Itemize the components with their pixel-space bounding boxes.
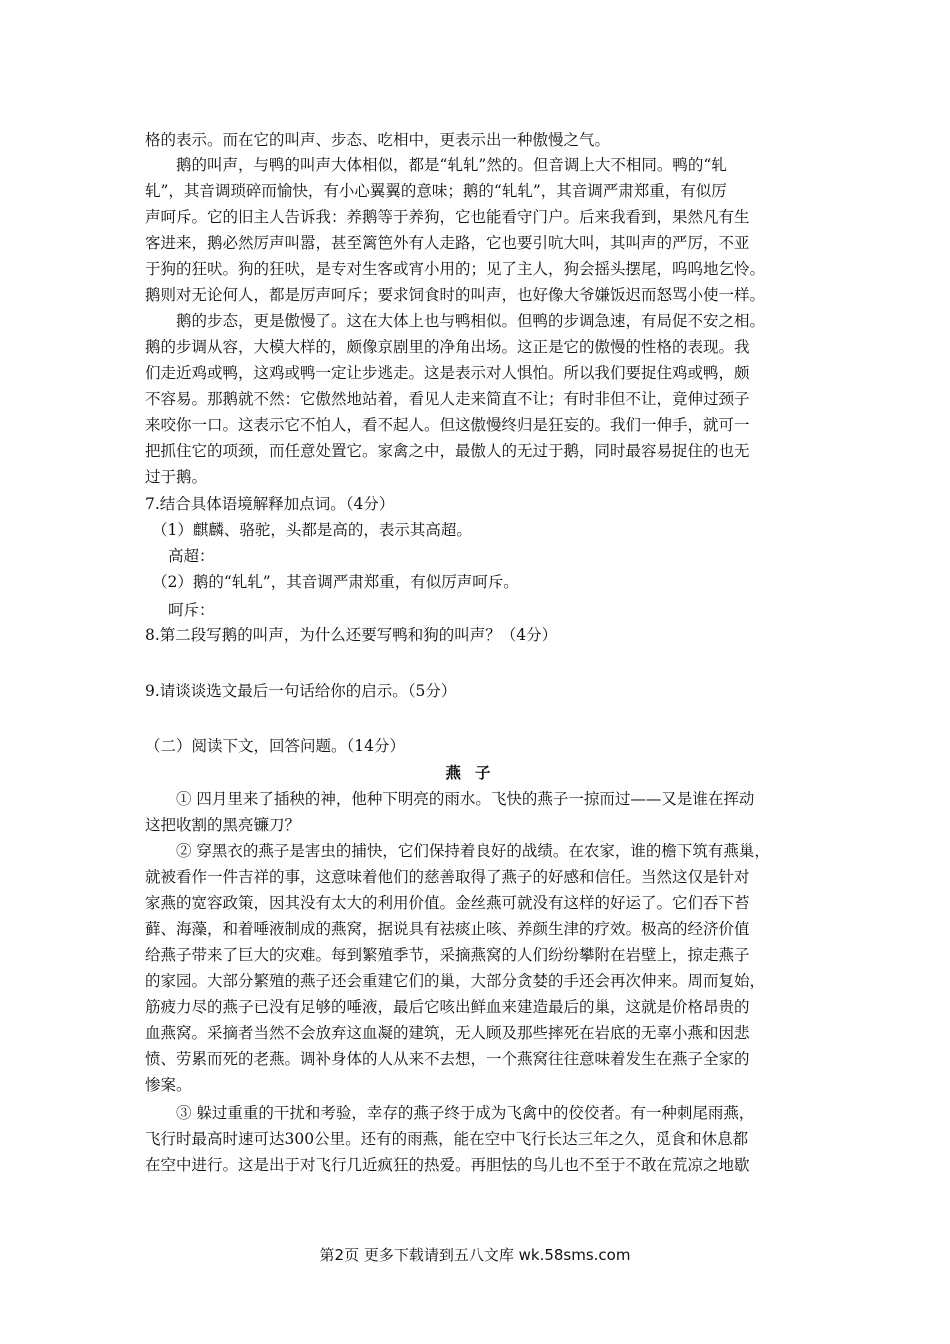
answer-label-gaochao: 高超： [168,547,215,565]
passage1-line: 鹅则对无论何人，都是厉声呵斥；要求饲食时的叫声，也好像大爷嫌饭迟而怒骂小使一样。 [145,286,766,304]
article-line: 藓、海藻，和着唾液制成的燕窝，据说具有祛痰止咳、养颜生津的疗效。极高的经济价值 [145,920,750,938]
question-7-2-text: （2）鹅的“轧轧”，其音调严肃郑重，有似厉声 [152,573,473,591]
article-line: 给燕子带来了巨大的灾难。每到繁殖季节，采摘燕窝的人们纷纷攀附在岩壁上，掠走燕子 [145,946,750,964]
passage1-line: 过于鹅。 [145,468,208,486]
passage1-line: 鹅的叫声，与鸭的叫声大体相似，都是“轧轧”然的。但音调上大不相同。鸭的“轧 [176,156,727,174]
passage1-line: 们走近鸡或鸭，这鸡或鸭一定让步逃走。这是表示对人惧怕。所以我们要捉住鸡或鸭，颇 [145,364,750,382]
section2-heading: （二）阅读下文，回答问题。（14分） [145,737,405,755]
article-line: 惨案。 [145,1076,192,1094]
passage1-line: 声呵斥。它的旧主人告诉我：养鹅等于养狗，它也能看守门户。后来我看到，果然凡有生 [145,208,750,226]
article-line: 这把收割的黑亮镰刀？ [145,816,301,834]
dotted-char: 超 [440,521,457,539]
article-text: 的家园。大部分繁殖的燕子还会重建它们的巢，大部分贪婪的手 [145,972,580,990]
passage1-line: 轧”，其音调琐碎而愉快，有小心翼翼的意味；鹅的“轧轧”，其音调严肃郑重，有似厉 [145,182,727,200]
passage1-line: 客进来，鹅必然厉声叫嚣，甚至篱笆外有人走路，它也要引吭大叫，其叫声的严厉，不亚 [145,234,750,252]
page-footer: 第2页 更多下载请到五八文库 wk.58sms.com [319,1246,631,1264]
dotted-char: 然 [269,1024,285,1042]
question-7-1-end: 。 [456,521,472,539]
article-line: 家燕的宽容政策，因其没有太大的利用价值。金丝燕可就没有这样的好运了。它们吞下苔 [145,894,750,912]
passage1-line: 把抓住它的项颈，而任意处置它。家禽之中，最傲人的无过于鹅，同时最容易捉住的也无 [145,442,750,460]
article-line [145,1049,815,1069]
dotted-char: 呵 [472,573,488,591]
article-text: 血燕窝。采摘者 [145,1024,254,1042]
article-text: 愤、劳累而死的老燕。调补身体的人 [145,1050,394,1068]
dotted-char: 高 [425,521,441,539]
passage1-line: 鹅的步调从容，大模大样的，颇像京剧里的净角出场。这正是它的傲慢的性格的表现。我 [145,338,750,356]
article-line: 在空中进行。这是出于对飞行几近疯狂的热爱。再胆怯的鸟儿也不至于不敢在荒凉之地歇 [145,1156,750,1174]
question-7-2-end: 。 [503,573,519,591]
article-line: ③ 躲过重重的干扰和考验，幸存的燕子终于成为飞禽中的佼佼者。有一种刺尾雨燕， [176,1104,755,1122]
article-text: 不去想，一个燕窝往往意味着发生在燕子全家的 [424,1050,750,1068]
article-line: 筋疲力尽的燕子已没有足够的唾液，最后它咳出鲜血来建造最后的巢，这就是价格昂贵的 [145,998,750,1016]
question-7-1 [152,520,822,540]
article-line [145,1023,815,1043]
dotted-char: 斥 [487,573,504,591]
question-9: 9.请谈谈选文最后一句话给你的启示。（5分） [145,682,457,700]
question-7: 7.结合具体语境解释加点词。（4分） [145,495,395,513]
article-text: 不会放弃这血凝的建筑，无人顾及那些摔死在岩底的无辜小燕和因悲 [284,1024,750,1042]
answer-label-hechi: 呵斥： [168,601,215,619]
question-8: 8.第二段写鹅的叫声，为什么还要写鸭和狗的叫声？（4分） [145,626,558,644]
passage1-line: 鹅的步态，更是傲慢了。这在大体上也与鸭相似。但鸭的步调急速，有局促不安之相。 [176,312,766,330]
article-line: 就被看作一件吉祥的事，这意味着他们的慈善取得了燕子的好感和信任。当然这仅是针对 [145,868,750,886]
passage1-line: 格的表示。而在它的叫声、步态、吃相中，更表示出一种傲慢之气。 [145,131,611,149]
question-7-1-text: （1）麒麟、骆驼，头都是高的，表示其 [152,521,426,539]
dotted-char: 来 [408,1050,425,1068]
article-line: 飞行时最高时速可达300公里。还有的雨燕，能在空中飞行长达三年之久，觅食和休息都 [145,1130,749,1148]
passage1-line: 不容易。那鹅就不然：它傲然地站着，看见人走来简直不让；有时非但不让，竟伸过颈子 [145,390,750,408]
dotted-char: 会 [594,972,611,990]
article-line [145,971,815,991]
article-title: 燕子 [445,763,505,782]
dotted-char: 还 [579,972,595,990]
article-line: ① 四月里来了插秧的神，他种下明亮的雨水。飞快的燕子一掠而过——又是谁在挥动 [176,790,755,808]
passage1-line: 来咬你一口。这表示它不怕人，看不起人。但这傲慢终归是狂妄的。我们一伸手，就可一 [145,416,750,434]
article-text: 再次伸来。周而复始， [610,972,766,990]
passage1-line: 于狗的狂吠。狗的狂吠，是专对生客或宵小用的；见了主人，狗会摇头摆尾，呜呜地乞怜。 [145,260,766,278]
article-line: ② 穿黑衣的燕子是害虫的捕快，它们保持着良好的战绩。在农家，谁的檐下筑有燕巢， [176,842,770,860]
question-7-2 [152,572,822,592]
dotted-char: 当 [253,1024,270,1042]
dotted-char: 从 [393,1050,409,1068]
